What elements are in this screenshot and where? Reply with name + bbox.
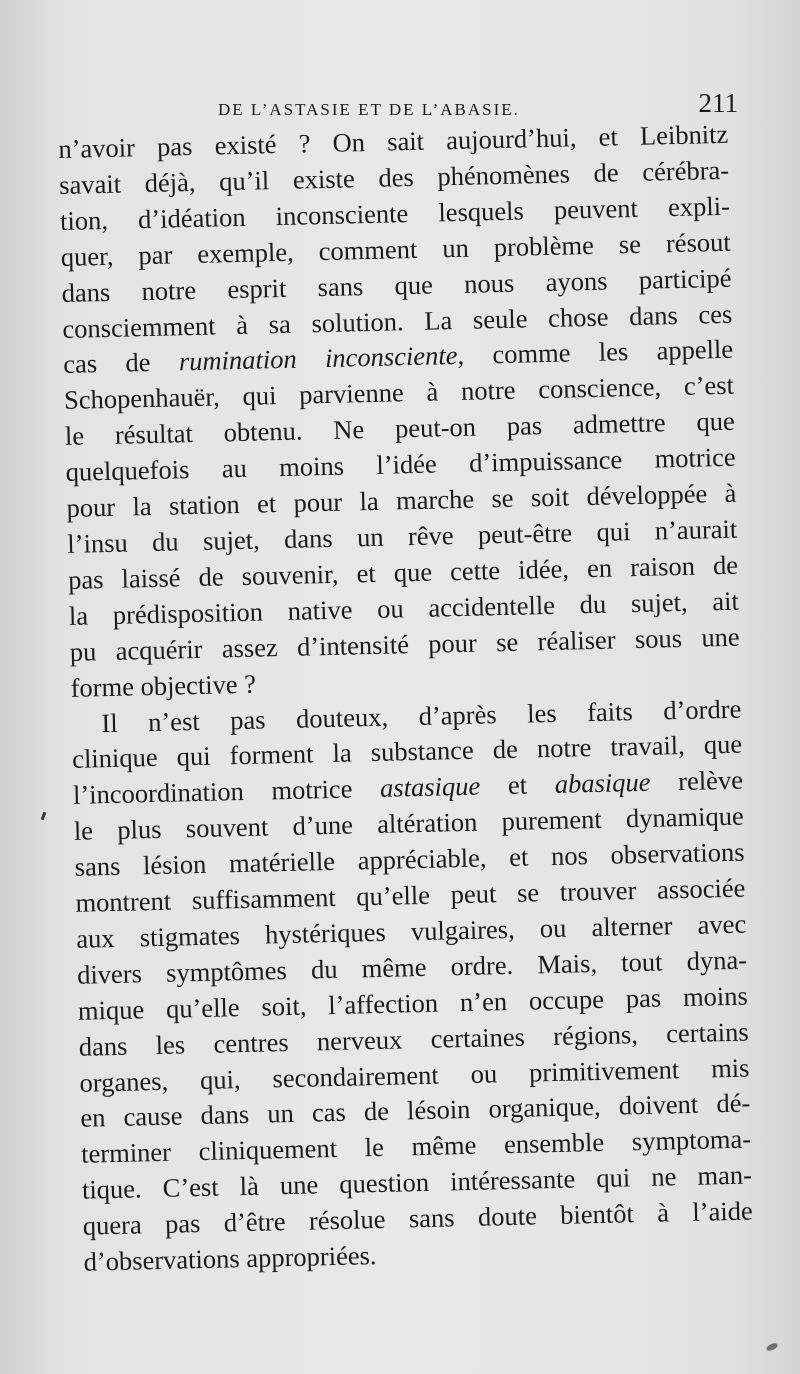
body-text (58, 117, 754, 1281)
text-line: pour la station et pour la marche se soit développée à (66, 477, 737, 523)
text-line: divers symptômes du même ordre. Mais, tout dyna- (76, 944, 748, 990)
paragraph-2 (71, 691, 754, 1281)
text-line: clinique qui forment la substance de notre travail, que (71, 729, 743, 775)
text-line: en cause dans un cas de lésoin organique, doivent dé- (80, 1088, 751, 1134)
text-line: montrent suffisamment qu’elle peut se trouver associée (75, 872, 746, 918)
text-line: cas de rumination inconsciente, comme les appelle (62, 334, 734, 380)
text-line: aux stigmates hystériques vulgaires, ou alterner avec (75, 908, 747, 954)
ink-speck (765, 1342, 778, 1353)
text-line: consciemment à sa solution. La seule chose dans ces (62, 298, 733, 344)
paragraph-1 (58, 117, 741, 707)
text-line: Il n’est pas douteux, d’après les faits d’ordre (101, 693, 742, 738)
italic-term: abasique (554, 767, 651, 800)
page-number: 211 (698, 88, 738, 118)
text-line: quer, par exemple, comment un problème se résout (60, 226, 731, 272)
text-line: tion, d’idéation inconsciente lesquels peuvent expli- (59, 190, 731, 236)
text-line: dans les centres nerveux certaines régions, certains (78, 1016, 749, 1062)
text-line: forme objective ? (70, 668, 257, 703)
italic-term: rumination inconsciente (178, 340, 458, 377)
text-line: quelquefois au moins l’idée d’impuissance motrice (65, 441, 736, 488)
text-line: Schopenhauër, qui parvienne à notre conscience, c’est (63, 370, 735, 416)
margin-mark (41, 812, 47, 821)
text-line: d’observations appropriées. (83, 1240, 377, 1277)
text-line: pas laissé de souvenir, et que cette idée, en raison de (67, 549, 739, 595)
text-line: terminer cliniquement le même ensemble symptoma- (80, 1123, 752, 1170)
text-line: l’incoordination motrice astasique et abasique relève (72, 764, 744, 811)
text-line: le plus souvent d’une altération purement dynamique (73, 800, 745, 847)
text-line: organes, qui, secondairement ou primitivement mis (79, 1052, 750, 1098)
text-line: dans notre esprit sans que nous ayons participé (61, 262, 732, 308)
text-line: n’avoir pas existé ? On sait aujourd’hui, et Leibnitz (58, 118, 729, 164)
text-line: l’insu du sujet, dans un rêve peut-être qui n’aurait (67, 513, 738, 559)
text-line: mique qu’elle soit, l’affection n’en occupe pas moins (77, 980, 749, 1026)
text-line: savait déjà, qu’il existe des phénomènes de cérébra- (58, 154, 730, 200)
text-line: le résultat obtenu. Ne peut-on pas admettre que (64, 405, 736, 452)
text-line: tique. C’est là une question intéressante qui ne man- (81, 1159, 753, 1206)
text-line: la prédisposition native ou accidentelle du sujet, ait (68, 585, 740, 631)
text-line: quera pas d’être résolue sans doute bientôt à l’aide (82, 1195, 753, 1241)
italic-term: astasique (379, 770, 481, 804)
text-line: sans lésion matérielle appréciable, et nos observations (74, 836, 745, 882)
running-title: DE L’ASTASIE ET DE L’ABASIE. (218, 100, 520, 119)
text-line: pu acquérir assez d’intensité pour se réaliser sous une (69, 621, 740, 667)
